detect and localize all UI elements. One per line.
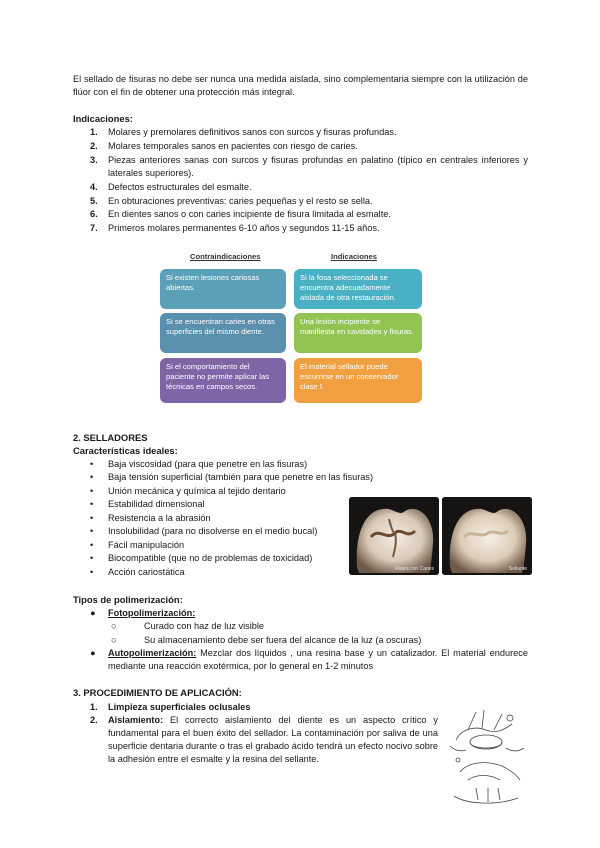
list-item: 1. Molares y premolares definitivos sanos con surcos y fisuras profundas.: [90, 127, 397, 137]
section-heading-procedimiento: 3. PROCEDIMIENTO DE APLICACIÓN:: [73, 687, 242, 698]
list-item: 5. En obturaciones preventivas: caries pequeñas y el resto se sella.: [90, 196, 373, 206]
list-item: 6. En dientes sanos o con caries incipiente de fisura limitada al esmalte.: [90, 209, 391, 219]
tooth-caries-photo: [349, 497, 439, 575]
indications-table-graphic: [160, 252, 422, 404]
contraindication-cell: Si el comportamiento del paciente no permite aplicar las técnicas en campos secos.: [160, 358, 286, 403]
contraindication-cell: Si existen lesiones cariosas abiertas.: [160, 269, 286, 309]
caracteristicas-heading: Características ideales:: [73, 445, 178, 456]
indicaciones-heading: Indicaciones:: [73, 113, 133, 124]
section-heading-selladores: 2. SELLADORES: [73, 432, 148, 443]
list-item: 4. Defectos estructurales del esmalte.: [90, 182, 252, 192]
list-item: ● Autopolimerización: Mezclar dos líquidos , una resina base y un catalizador. El material endurece mediante una reacción exotérmica, por lo general en 1-2 minutos: [90, 648, 528, 671]
aislamiento-label: Aislamiento:: [108, 715, 164, 725]
indication-cell: Si la fosa seleccionada se encuentra adecuadamente aislada de otra restauración.: [294, 269, 422, 309]
photo-caption: Sellante: [508, 566, 527, 572]
autopolimerizacion-label: Autopolimerización:: [108, 648, 197, 658]
list-item: 2. Molares temporales sanos en pacientes con riesgo de caries.: [90, 141, 358, 151]
isolation-sketch-image: [446, 700, 528, 808]
contraindication-cell: Si se encuentran caries en otras superficies del mismo diente.: [160, 313, 286, 353]
list-item: 3. Piezas anteriores sanas con surcos y fisuras profundas en palatino (típico en centrales inferiores y laterales superiores).: [90, 155, 528, 178]
indication-cell: Una lesión incipiente se manifiesta en cavidades y fisuras.: [294, 313, 422, 353]
document-page: El sellado de fisuras no debe ser nunca una medida aislada, sino complementaria siempre con la utilización de flúor con el fin de obtener una protección más integral. Indicaciones: 1. Molares y premolares definitivos sanos con surcos y fisuras profundas. 2. Molares temporales sanos en pacientes con riesgo de caries. 3. Piezas anteriores sanas con surcos y fisuras profundas en palatino (típico en centrales inferiores y laterales superiores). 4. Defectos estructurales del esmalte. 5. En obturaciones preventivas: caries pequeñas y el resto se sella. 6. En dientes sanos o con caries incipiente de fisura limitada al esmalte. 7. Primeros molares permanentes 6-10 años y segundos 11-15 años. Contraindicaciones Indicaciones Si existen lesiones cariosas abiertas. Si se encuentran caries en otras superficies del mismo diente. Si el comportamiento del paciente no permite aplicar las técnicas en campos secos. Si la fosa seleccionada se encuentra adecuadamente aislada de otra restauración. Una lesión incipiente se manifiesta en cavidades y fisuras. El material sellador puede escurrirse en un conservador clase I. 2. SELLADORES Características ideales: • Baja viscosidad (para que penetre en las fisuras) • Baja tensión superficial (también para que penetre en las fisuras) • Unión mecánica y química al tejido dentario • Estabilidad dimensional • Resistencia a la abrasión • Insolubilidad (para no disolverse en el medio bucal) • Fácil manipulación • Biocompatible (que no de problemas de toxicidad) • Acción cariostática Fisura con Caries Sellante Tipos de polimerización: ● Fotopolimerización: ○ Curado con haz de luz visible ○ Su almacenamiento debe ser fuera del alcance de la luz (a oscuras) ● Autopolimerización: Mezclar dos líquidos , una resina base y un catalizador. El material endurece mediante una reacción exotérmica, por lo general en 1-2 minutos 3. PROCEDIMIENTO DE APLICACIÓN: 1. Limpieza superficiales oclusales 2. Aislamiento: El correcto aislamiento del diente es un aspecto crítico y fundamental para el buen éxito del sellador. La contaminación por saliva de una superficie dentaria durante o tras el grabado ácido tendrá un efecto nocivo sobre la adhesión entre el esmalte y la resina del sellante.: [0, 0, 600, 848]
fotopolimerizacion-label: Fotopolimerización:: [108, 608, 196, 618]
polimerizacion-heading: Tipos de polimerización:: [73, 594, 183, 605]
tooth-sealant-photo: [442, 497, 532, 575]
indication-cell: El material sellador puede escurrirse en un conservador clase I.: [294, 358, 422, 403]
photo-caption: Fisura con Caries: [394, 566, 434, 572]
list-item: 1. Limpieza superficiales oclusales: [90, 702, 251, 712]
list-item: 2. Aislamiento: El correcto aislamiento del diente es un aspecto crítico y fundamental para el buen éxito del sellador. La contaminación por saliva de una superficie dentaria durante o tras el grabado ácido tendrá un efecto nocivo sobre la adhesión entre el esmalte y la resina del sellante.: [90, 715, 438, 764]
column-header-indicaciones: Indicaciones: [331, 252, 378, 261]
intro-paragraph: El sellado de fisuras no debe ser nunca una medida aislada, sino complementaria siempre con la utilización de flúor con el fin de obtener una protección más integral.: [73, 74, 528, 97]
column-header-contraindicaciones: Contraindicaciones: [190, 252, 261, 261]
list-item: 7. Primeros molares permanentes 6-10 años y segundos 11-15 años.: [90, 223, 380, 233]
